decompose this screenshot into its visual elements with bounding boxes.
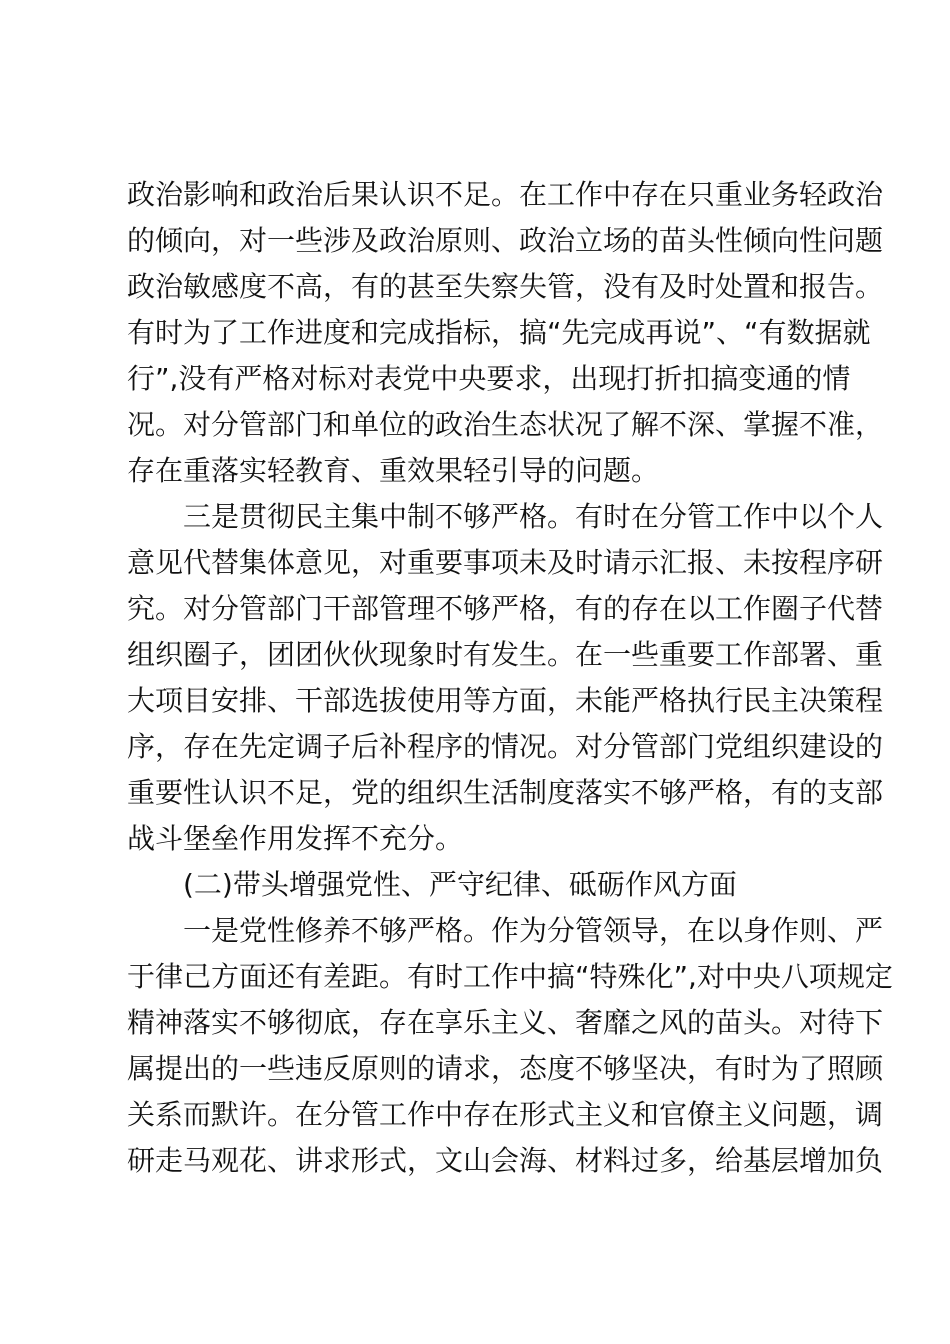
text-line: 存在重落实轻教育、重效果轻引导的问题。 xyxy=(127,454,660,487)
document-body xyxy=(127,172,893,1184)
text-line: 组织圈子，团团伙伙现象时有发生。在一些重要工作部署、重 xyxy=(127,638,884,671)
text-line: 关系而默许。在分管工作中存在形式主义和官僚主义问题，调 xyxy=(127,1098,884,1131)
text-line: 战斗堡垒作用发挥不充分。 xyxy=(127,822,464,855)
text-line: 属提出的一些违反原则的请求，态度不够坚决，有时为了照顾 xyxy=(127,1052,884,1085)
text-line: 研走马观花、讲求形式，文山会海、材料过多，给基层增加负 xyxy=(127,1144,884,1177)
paragraph-start-line: 三是贯彻民主集中制不够严格。有时在分管工作中以个人 xyxy=(183,500,884,533)
text-line: 重要性认识不足，党的组织生活制度落实不够严格，有的支部 xyxy=(127,776,884,809)
text-line: 序，存在先定调子后补程序的情况。对分管部门党组织建设的 xyxy=(127,730,884,763)
section-heading: (二)带头增强党性、严守纪律、砥砺作风方面 xyxy=(183,868,737,901)
text-line: 的倾向，对一些涉及政治原则、政治立场的苗头性倾向性问题 xyxy=(127,224,884,257)
paragraph-start-line: 一是党性修养不够严格。作为分管领导，在以身作则、严 xyxy=(183,914,884,947)
text-line: 究。对分管部门干部管理不够严格，有的存在以工作圈子代替 xyxy=(127,592,884,625)
text-line: 行”,没有严格对标对表党中央要求，出现打折扣搞变通的情 xyxy=(127,362,851,395)
text-line: 况。对分管部门和单位的政治生态状况了解不深、掌握不准， xyxy=(127,408,884,441)
text-line: 大项目安排、干部选拔使用等方面，未能严格执行民主决策程 xyxy=(127,684,884,717)
text-line: 有时为了工作进度和完成指标，搞“先完成再说”、“有数据就 xyxy=(127,316,871,349)
text-line: 精神落实不够彻底，存在享乐主义、奢靡之风的苗头。对待下 xyxy=(127,1006,884,1039)
text-line: 政治敏感度不高，有的甚至失察失管，没有及时处置和报告。 xyxy=(127,270,884,303)
text-line: 于律己方面还有差距。有时工作中搞“特殊化”,对中央八项规定 xyxy=(127,960,893,993)
text-line: 意见代替集体意见，对重要事项未及时请示汇报、未按程序研 xyxy=(127,546,884,579)
text-line: 政治影响和政治后果认识不足。在工作中存在只重业务轻政治 xyxy=(127,178,884,211)
